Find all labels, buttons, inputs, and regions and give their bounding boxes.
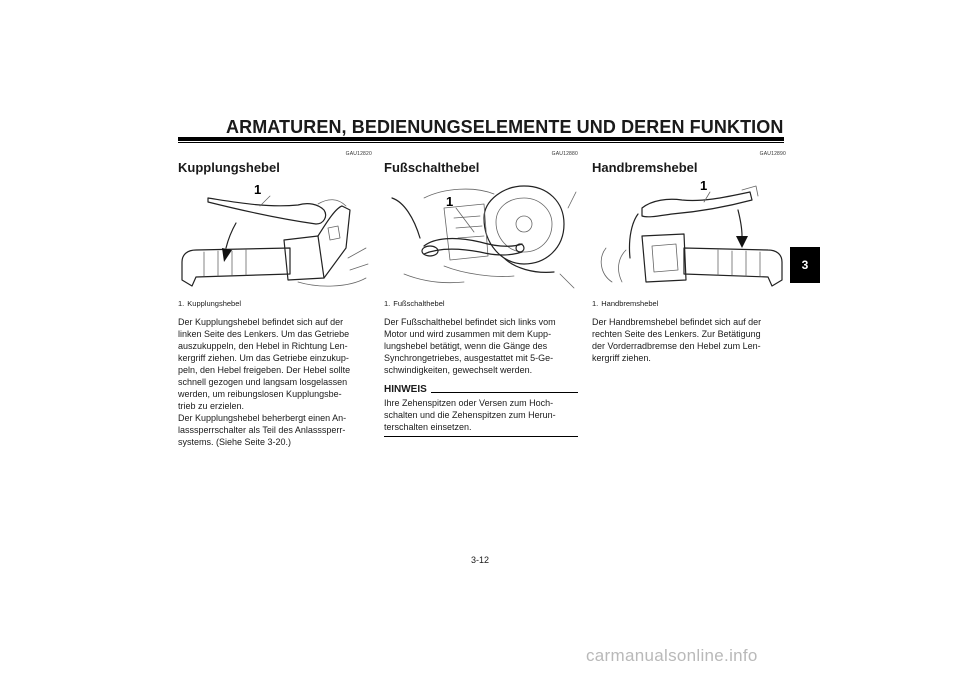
section-heading: Kupplungshebel	[178, 160, 280, 175]
title-rule-thin	[178, 142, 784, 143]
figure-caption	[592, 298, 786, 310]
chapter-tab[interactable]: 3	[790, 247, 820, 283]
body-line: peln, den Hebel freigeben. Der Hebel sollte	[178, 365, 351, 375]
figure-caption	[178, 298, 372, 310]
hinweis-label: HINWEIS	[384, 384, 427, 395]
body-line: schwindigkeiten, gewechselt werden.	[384, 365, 533, 375]
brake-lever-illustration	[592, 178, 786, 293]
page-title: ARMATUREN, BEDIENUNGSELEMENTE UND DEREN FUNKTION	[226, 117, 784, 137]
clutch-lever-illustration	[178, 178, 372, 293]
caption-number: 1.	[592, 299, 599, 308]
callout-number: 1	[254, 182, 262, 197]
body-line: Synchrongetriebes, ausgestattet mit 5-Ge-	[384, 353, 554, 363]
section-code: GAU12820	[345, 151, 372, 157]
body-line: Der Kupplungshebel befindet sich auf der	[178, 317, 344, 327]
body-line: schnell gezogen und langsam losgelassen	[178, 377, 348, 387]
body-line: Der Handbremshebel befindet sich auf der	[592, 317, 762, 327]
section-heading: Fußschalthebel	[384, 160, 480, 175]
caption-text: Handbremshebel	[601, 299, 659, 308]
body-line: kergriff ziehen.	[592, 353, 651, 363]
body-line: werden, um reibungslosen Kupplungsbe-	[178, 389, 342, 399]
body-line: kergriff ziehen. Um das Getriebe einzukup-	[178, 353, 349, 363]
section-body	[384, 316, 578, 376]
section-body	[592, 316, 786, 364]
callout-number: 1	[446, 194, 454, 209]
section-body	[178, 316, 372, 448]
note-line: terschalten einsetzen.	[384, 422, 472, 432]
body-line: lungshebel betätigt, wenn die Gänge des	[384, 341, 548, 351]
watermark: carmanualsonline.info	[586, 646, 758, 665]
section-code: GAU12880	[551, 151, 578, 157]
body-line: Der Kupplungshebel beherbergt einen An-	[178, 413, 347, 423]
caption-number: 1.	[178, 299, 185, 308]
caption-text: Fußschalthebel	[393, 299, 445, 308]
body-line: lasssperrschalter als Teil des Anlasssperr-	[178, 425, 346, 435]
page-number: 3-12	[470, 555, 489, 565]
hinweis-text	[384, 397, 578, 433]
body-line: Der Fußschalthebel befindet sich links vom	[384, 317, 556, 327]
callout-number: 1	[700, 178, 708, 193]
note-line: Ihre Zehenspitzen oder Versen zum Hoch-	[384, 398, 554, 408]
title-rule	[178, 137, 784, 141]
figure-caption	[384, 298, 578, 310]
hinweis-rule	[431, 392, 578, 393]
caption-text: Kupplungshebel	[187, 299, 242, 308]
hinweis-note	[384, 382, 578, 437]
caption-number: 1.	[384, 299, 391, 308]
body-line: trieb zu erzielen.	[178, 401, 245, 411]
section-fussschalthebel	[384, 150, 578, 437]
body-line: systems. (Siehe Seite 3-20.)	[178, 437, 292, 447]
note-line: schalten und die Zehenspitzen zum Herun-	[384, 410, 556, 420]
body-line: Motor und wird zusammen mit dem Kupp-	[384, 329, 552, 339]
body-line: auszukuppeln, den Hebel in Richtung Len-	[178, 341, 348, 351]
section-handbremshebel	[592, 150, 786, 364]
body-line: linken Seite des Lenkers. Um das Getriebe	[178, 329, 350, 339]
body-line: rechten Seite des Lenkers. Zur Betätigung	[592, 329, 761, 339]
section-heading: Handbremshebel	[592, 160, 698, 175]
section-kupplungshebel	[178, 150, 372, 448]
hinweis-end-rule	[384, 436, 578, 437]
hinweis-header	[384, 382, 578, 396]
section-code: GAU12890	[759, 151, 786, 157]
body-line: der Vorderradbremse den Hebel zum Len-	[592, 341, 761, 351]
shift-pedal-illustration	[384, 178, 578, 293]
